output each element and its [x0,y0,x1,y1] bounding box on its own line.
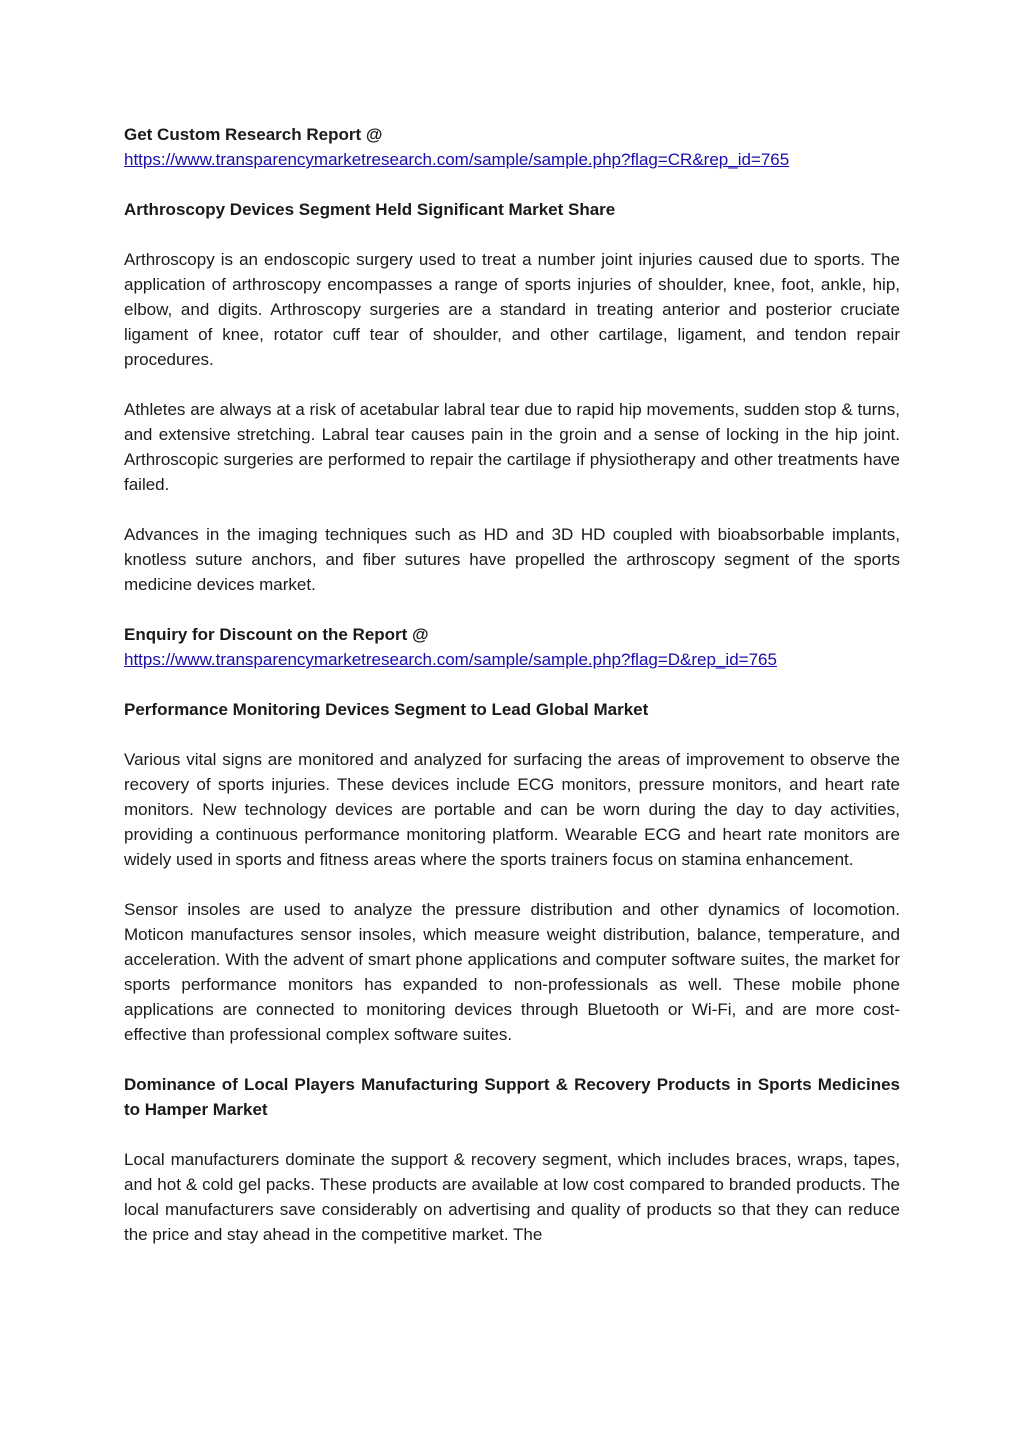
arthroscopy-paragraph-2: Athletes are always at a risk of acetabular labral tear due to rapid hip movements, sudden stop & turns, and extensive stretching. Labral tear causes pain in the groin and a sense of locking in the hip joint. Arthroscopic surgeries are performed to repair the cartilage if physiotherapy and other treatments have failed. [124,400,900,494]
performance-heading: Performance Monitoring Devices Segment to Lead Global Market [124,700,649,719]
arthroscopy-paragraph-3: Advances in the imaging techniques such as HD and 3D HD coupled with bioabsorbable implants, knotless suture anchors, and fiber sutures have propelled the arthroscopy segment of the sports medicine devices market. [124,525,900,594]
discount-heading: Enquiry for Discount on the Report @ [124,625,429,644]
performance-paragraph-2: Sensor insoles are used to analyze the pressure distribution and other dynamics of locomotion. Moticon manufactures sensor insoles, which measure weight distribution, balance, temperature, and acceleration. With the advent of smart phone applications and computer software suites, the market for sports performance monitors has expanded to non-professionals as well. These mobile phone applications are connected to monitoring devices through Bluetooth or Wi-Fi, and are more cost-effective than professional complex software suites. [124,900,900,1044]
local-players-heading: Dominance of Local Players Manufacturing Support & Recovery Products in Sports Medicines to Hamper Market [124,1075,900,1119]
performance-paragraph-1: Various vital signs are monitored and analyzed for surfacing the areas of improvement to observe the recovery of sports injuries. These devices include ECG monitors, pressure monitors, and heart rate monitors. New technology devices are portable and can be worn during the day to day activities, providing a continuous performance monitoring platform. Wearable ECG and heart rate monitors are widely used in sports and fitness areas where the sports trainers focus on stamina enhancement. [124,750,900,869]
custom-report-heading: Get Custom Research Report @ [124,125,383,144]
custom-report-link[interactable]: https://www.transparencymarketresearch.com/sample/sample.php?flag=CR&rep_id=765 [124,150,790,169]
custom-report-block [124,122,900,172]
document-page [124,122,900,1272]
discount-link[interactable]: https://www.transparencymarketresearch.com/sample/sample.php?flag=D&rep_id=765 [124,650,777,669]
arthroscopy-heading: Arthroscopy Devices Segment Held Significant Market Share [124,200,616,219]
local-players-paragraph-1: Local manufacturers dominate the support & recovery segment, which includes braces, wraps, tapes, and hot & cold gel packs. These products are available at low cost compared to branded products. The local manufacturers save considerably on advertising and quality of products so that they can reduce the price and stay ahead in the competitive market. The [124,1150,900,1244]
arthroscopy-paragraph-1: Arthroscopy is an endoscopic surgery used to treat a number joint injuries caused due to sports. The application of arthroscopy encompasses a range of sports injuries of shoulder, knee, foot, ankle, hip, elbow, and digits. Arthroscopy surgeries are a standard in treating anterior and posterior cruciate ligament of knee, rotator cuff tear of shoulder, and other cartilage, ligament, and tendon repair procedures. [124,250,900,369]
discount-block [124,622,900,672]
